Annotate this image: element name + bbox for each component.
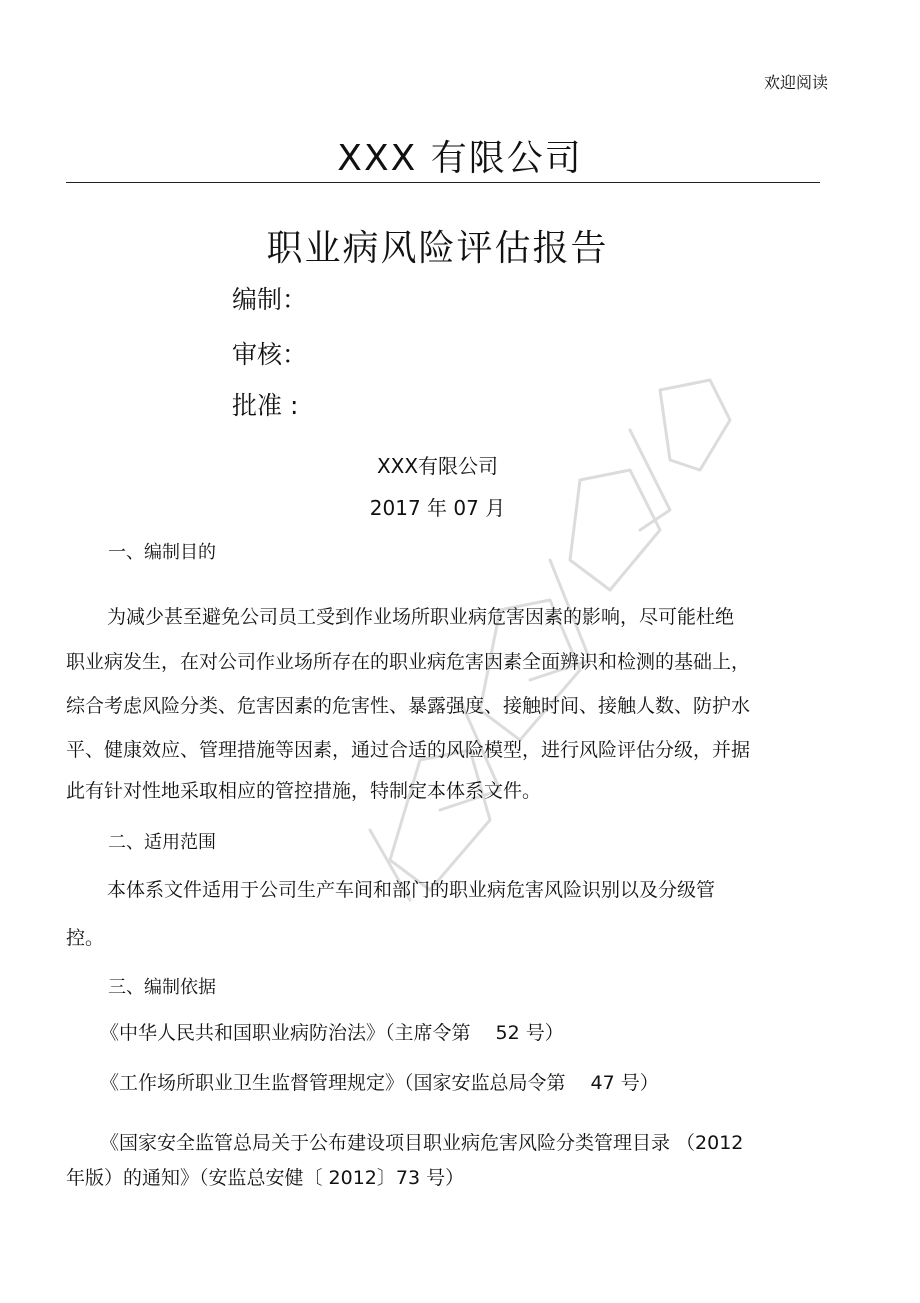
issuer-name: XXX有限公司 bbox=[376, 454, 499, 478]
basis-item: 《国家安全监管总局关于公布建设项目职业病危害风险分类管理目录 （2012 bbox=[100, 1132, 744, 1154]
sign-line-compiled: 编制： bbox=[232, 285, 308, 314]
title-divider bbox=[66, 182, 820, 183]
basis-item: 《中华人民共和国职业病防治法》（主席令第 52 号） bbox=[100, 1022, 564, 1044]
basis-item-continued: 年版）的通知》（安监总安健〔 2012〕73 号） bbox=[66, 1167, 465, 1189]
section-heading-basis: 三、编制依据 bbox=[108, 977, 216, 998]
scope-line: 本体系文件适用于公司生产车间和部门的职业病危害风险识别以及分级管 bbox=[107, 879, 716, 901]
section-heading-scope: 二、适用范围 bbox=[108, 832, 216, 853]
purpose-line: 为减少甚至避免公司员工受到作业场所职业病危害因素的影响，尽可能杜绝 bbox=[107, 606, 735, 628]
purpose-line: 职业病发生，在对公司作业场所存在的职业病危害因素全面辨识和检测的基础上， bbox=[66, 651, 751, 673]
report-title: 职业病风险评估报告 bbox=[266, 228, 609, 269]
purpose-line: 综合考虑风险分类、危害因素的危害性、暴露强度、接触时间、接触人数、防护水 bbox=[66, 695, 751, 717]
purpose-line: 此有针对性地采取相应的管控措施，特制定本体系文件。 bbox=[66, 780, 542, 802]
section-heading-purpose: 一、编制目的 bbox=[108, 542, 216, 563]
sign-line-approved: 批准 : bbox=[232, 391, 299, 420]
company-title: XXX 有限公司 bbox=[337, 138, 583, 179]
scope-line: 控。 bbox=[66, 927, 105, 949]
header-note: 欢迎阅读 bbox=[763, 73, 828, 92]
issue-date: 2017 年 07 月 bbox=[369, 496, 506, 520]
purpose-line: 平、健康效应、管理措施等因素，通过合适的风险模型，进行风险评估分级，并据 bbox=[66, 739, 751, 761]
watermark-graphic bbox=[330, 360, 750, 920]
basis-item: 《工作场所职业卫生监督管理规定》（国家安监总局令第 47 号） bbox=[100, 1072, 659, 1094]
sign-line-reviewed: 审核： bbox=[232, 340, 308, 369]
